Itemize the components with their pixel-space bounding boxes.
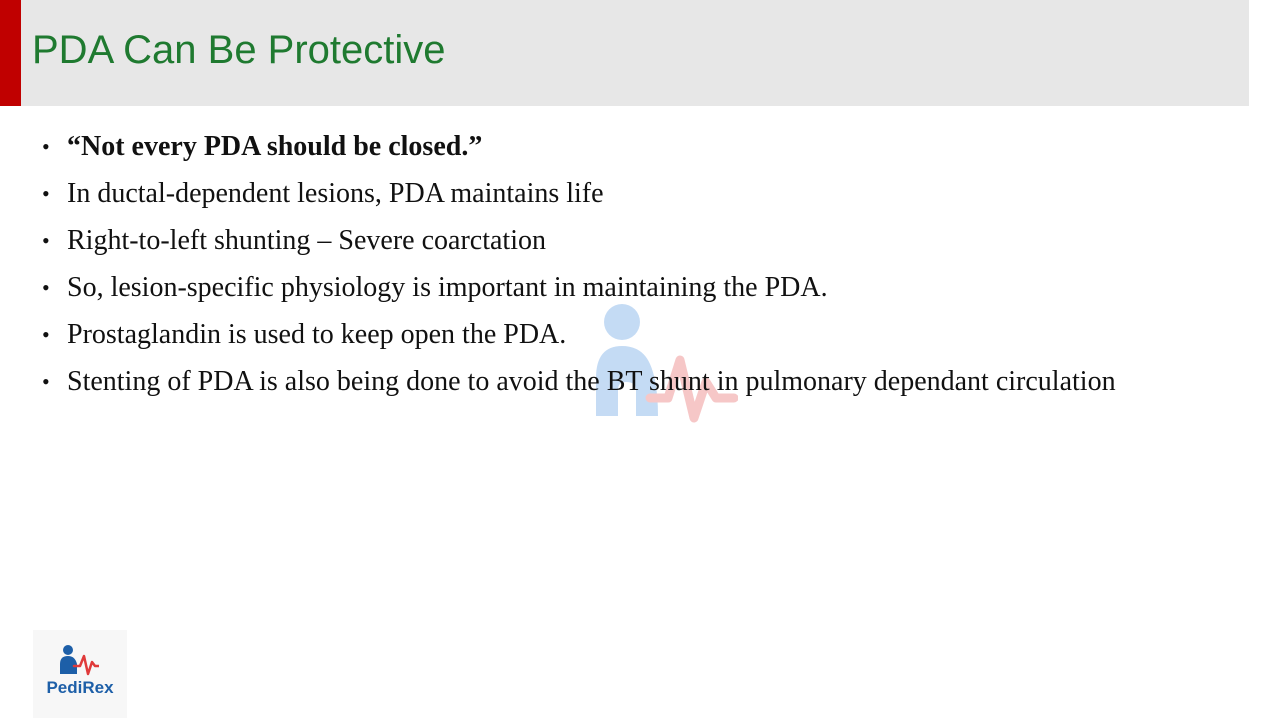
bullet-dot: • [42,181,50,206]
bullet-text: “Not every PDA should be closed.” [67,131,483,162]
bullet-item [42,224,1162,258]
bullet-item [42,318,1162,352]
bullet-dot: • [42,322,50,347]
bullet-text: So, lesion-specific physiology is important in maintaining the PDA. [67,272,828,303]
bullet-item [42,271,1162,305]
slide-title: PDA Can Be Protective [32,28,446,72]
title-accent-strip [0,0,21,106]
bullet-dot: • [42,369,50,394]
person-heartbeat-icon [59,644,99,676]
bullet-dot: • [42,275,50,300]
bullet-item [42,130,1162,164]
bullet-text: In ductal-dependent lesions, PDA maintains life [67,178,604,209]
bullet-dot: • [42,134,50,159]
logo-name: PediRex [46,678,114,697]
bullet-list [42,130,1162,412]
bullet-dot: • [42,228,50,253]
bullet-text: Right-to-left shunting – Severe coarctation [67,225,546,256]
bullet-text: Prostaglandin is used to keep open the PDA. [67,319,567,350]
bullet-item [42,177,1162,211]
pedirex-logo [33,630,127,718]
bullet-text: Stenting of PDA is also being done to avoid the BT shunt in pulmonary dependant circulation [67,366,1116,397]
bullet-item [42,365,1162,399]
